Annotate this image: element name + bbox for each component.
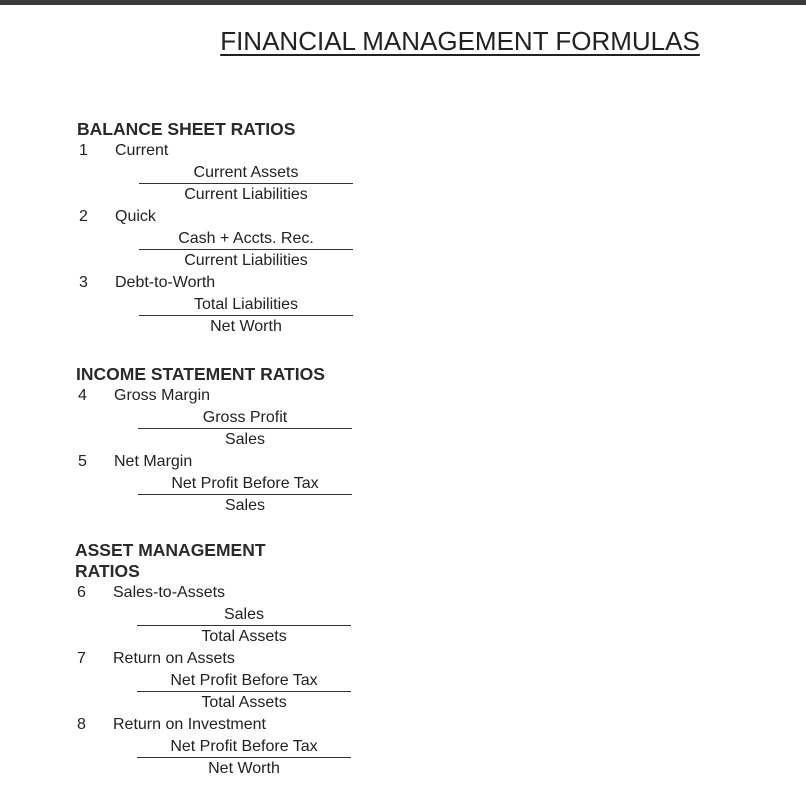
formula-name: Return on Investment <box>113 716 266 733</box>
formula-denominator: Net Worth <box>210 318 282 335</box>
section-heading-line: ASSET MANAGEMENT <box>75 540 266 560</box>
formula-numerator: Total Liabilities <box>139 294 353 316</box>
formula-fraction <box>139 162 353 206</box>
formula-item-5 <box>76 451 352 517</box>
formula-fraction <box>137 670 351 714</box>
formula-numerator: Net Profit Before Tax <box>137 670 351 692</box>
section-income-statement-ratios <box>76 364 352 517</box>
formula-number: 2 <box>79 208 88 225</box>
section-heading: INCOME STATEMENT RATIOS <box>76 364 325 384</box>
top-border <box>0 0 806 5</box>
formula-item-2 <box>77 206 353 272</box>
document-title: FINANCIAL MANAGEMENT FORMULAS <box>220 26 700 56</box>
section-heading <box>75 540 351 582</box>
formula-numerator: Gross Profit <box>138 407 352 429</box>
formula-fraction <box>137 736 351 780</box>
formula-item-6 <box>75 582 351 648</box>
formula-denominator: Sales <box>224 497 266 514</box>
formula-numerator: Net Profit Before Tax <box>138 473 352 495</box>
formula-number: 8 <box>77 716 86 733</box>
formula-name: Current <box>115 142 169 159</box>
formula-denominator: Current Liabilities <box>184 186 308 203</box>
formula-item-1 <box>77 140 353 206</box>
formula-item-7 <box>75 648 351 714</box>
formula-numerator: Current Assets <box>139 162 353 184</box>
formula-number: 7 <box>77 650 86 667</box>
formula-number: 5 <box>78 453 87 470</box>
formula-denominator: Total Assets <box>201 628 287 645</box>
formula-numerator: Net Profit Before Tax <box>137 736 351 758</box>
section-heading-line: RATIOS <box>75 561 140 581</box>
formula-fraction <box>139 228 353 272</box>
formula-number: 1 <box>79 142 88 159</box>
formula-fraction <box>138 407 352 451</box>
formula-name: Gross Margin <box>114 387 211 404</box>
formula-fraction <box>139 294 353 338</box>
formula-denominator: Net Worth <box>208 760 280 777</box>
formula-numerator: Sales <box>137 604 351 626</box>
formula-name: Return on Assets <box>113 650 235 667</box>
formula-fraction <box>138 473 352 517</box>
formula-item-3 <box>77 272 353 338</box>
formula-number: 6 <box>77 584 86 601</box>
formula-item-4 <box>76 385 352 451</box>
formula-denominator: Total Assets <box>201 694 287 711</box>
section-asset-management-ratios <box>75 540 351 780</box>
formula-fraction <box>137 604 351 648</box>
formula-denominator: Current Liabilities <box>184 252 308 269</box>
section-balance-sheet-ratios <box>77 119 353 338</box>
formula-name: Net Margin <box>114 453 193 470</box>
formula-number: 3 <box>79 274 88 291</box>
formula-number: 4 <box>78 387 87 404</box>
formula-name: Quick <box>115 208 156 225</box>
section-heading: BALANCE SHEET RATIOS <box>77 119 296 139</box>
formula-name: Debt-to-Worth <box>115 274 216 291</box>
formula-item-8 <box>75 714 351 780</box>
formula-denominator: Sales <box>224 431 266 448</box>
formula-name: Sales-to-Assets <box>113 584 226 601</box>
formula-numerator: Cash + Accts. Rec. <box>139 228 353 250</box>
